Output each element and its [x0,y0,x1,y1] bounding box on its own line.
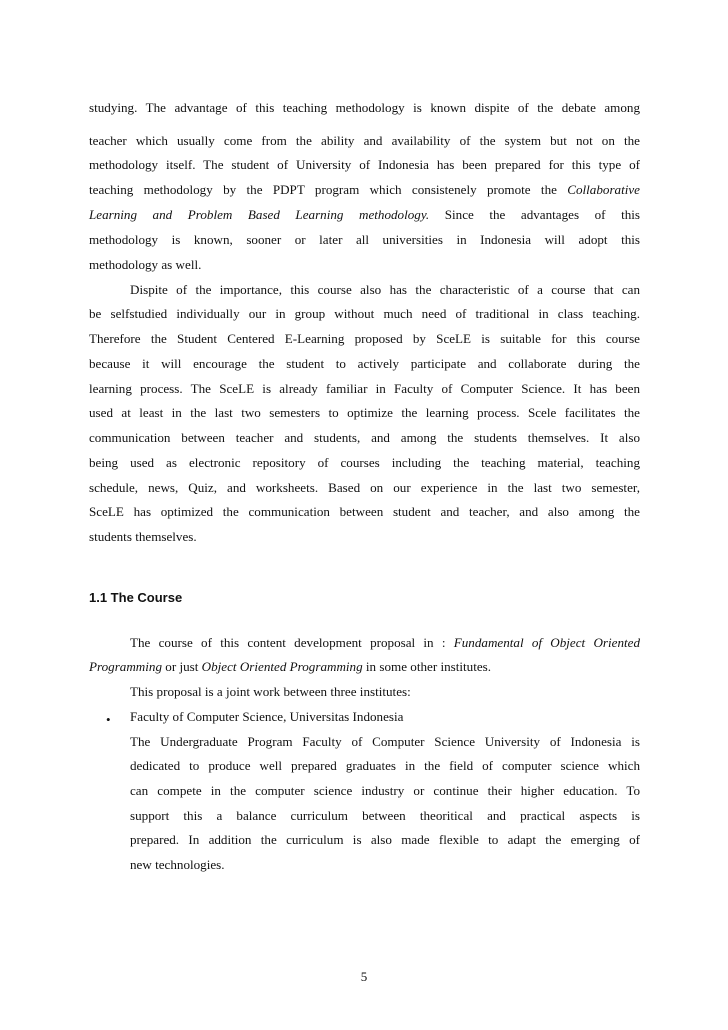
text-span: Since the advantages of this [429,207,640,222]
italic-term: Fundamental of Object Oriented [453,635,640,650]
paragraph-2-line-5: learning process. The SceLE is already familiar in Faculty of Computer Science. It has been [89,381,640,396]
text-span: teaching methodology by the PDPT program which consistenely promote the [89,182,568,197]
bullet-icon: • [106,712,111,727]
italic-term: Learning and Problem Based Learning methodology. [89,207,430,222]
paragraph-1-line-7: methodology as well. [89,257,202,272]
text-span: The course of this content development proposal in : [130,635,454,650]
paragraph-2-line-2: be selfstudied individually our in group without much need of traditional in class teaching. [89,306,640,321]
bullet-item-title: Faculty of Computer Science, Universitas Indonesia [130,709,404,724]
paragraph-3-line-2 [89,659,640,677]
paragraph-2-line-10: SceLE has optimized the communication between student and teacher, and also among the [89,504,640,519]
bullet-item-line-5: prepared. In addition the curriculum is also made flexible to adapt the emerging of [130,832,640,847]
bullet-item-line-2: dedicated to produce well prepared graduates in the field of computer science which [130,758,640,773]
paragraph-1-line-4 [89,182,640,200]
paragraph-2-line-1: Dispite of the importance, this course also has the characteristic of a course that can [130,282,640,297]
paragraph-2-line-7: communication between teacher and students, and among the students themselves. It also [89,430,640,445]
paragraph-1-line-3: methodology itself. The student of University of Indonesia has been prepared for this type of [89,157,640,172]
paragraph-4-line-1: This proposal is a joint work between three institutes: [130,684,411,699]
bullet-item-line-1: The Undergraduate Program Faculty of Computer Science University of Indonesia is [130,734,640,749]
text-span: or just [162,659,202,674]
italic-term: Object Oriented Programming [201,659,363,674]
paragraph-1-line-2: teacher which usually come from the ability and availability of the system but not on the [89,133,640,148]
paragraph-1-line-6: methodology is known, sooner or later all universities in Indonesia will adopt this [89,232,640,247]
paragraph-2-line-4: because it will encourage the student to actively participate and collaborate during the [89,356,640,371]
paragraph-2-line-3: Therefore the Student Centered E-Learning proposed by SceLE is suitable for this course [89,331,640,346]
paragraph-2-line-8: being used as electronic repository of courses including the teaching material, teaching [89,455,640,470]
text-span: in some other institutes. [362,659,492,674]
italic-term: Collaborative [567,182,640,197]
paragraph-1-line-5 [89,207,640,225]
bullet-item-line-4: support this a balance curriculum between theoritical and practical aspects is [130,808,640,823]
paragraph-3-line-1 [130,635,640,653]
bullet-item-line-6: new technologies. [130,857,225,872]
paragraph-2-line-6: used at least in the last two semesters to optimize the learning process. Scele facilitates the [89,405,640,420]
paragraph-2-line-11: students themselves. [89,529,197,544]
bullet-item-line-3: can compete in the computer science industry or continue their higher education. To [130,783,640,798]
section-heading: 1.1 The Course [89,590,183,605]
page-number: 5 [360,969,368,984]
paragraph-2-line-9: schedule, news, Quiz, and worksheets. Based on our experience in the last two semester, [89,480,640,495]
paragraph-1-line-1: studying. The advantage of this teaching methodology is known dispite of the debate among [89,100,640,115]
italic-term: Programming [89,659,162,674]
